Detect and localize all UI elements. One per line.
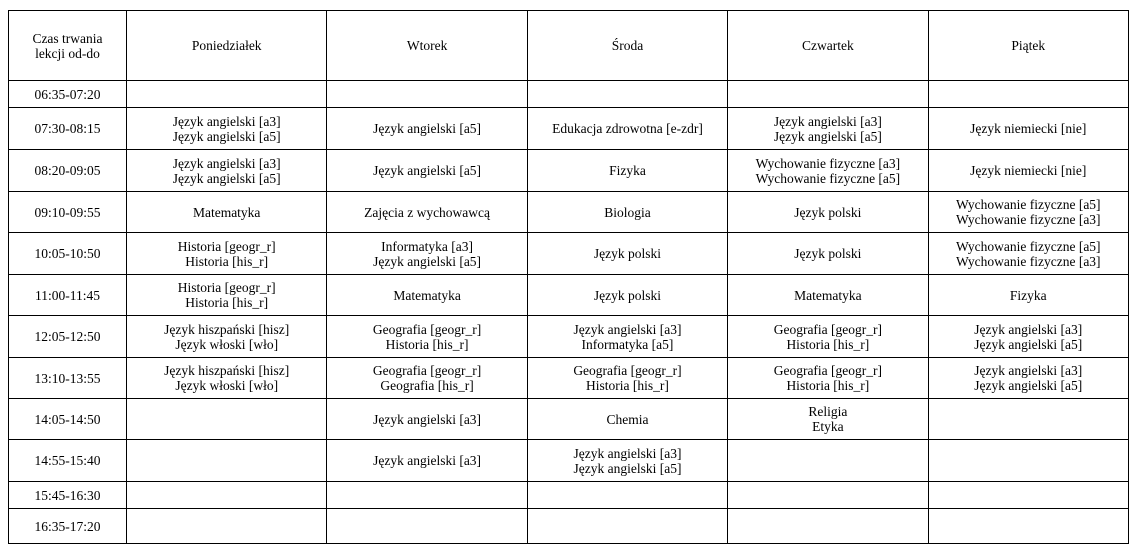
lesson-cell-tuesday (327, 150, 527, 192)
lesson-cell-thursday (728, 482, 928, 509)
lesson-entry: Historia [his_r] (385, 336, 469, 352)
lesson-time: 10:05-10:50 (9, 233, 127, 275)
lesson-entry: Język polski (794, 204, 862, 220)
lesson-entry: Matematyka (794, 287, 862, 303)
time-header-line: lekcji od-do (35, 45, 100, 61)
day-header-thursday: Czwartek (728, 11, 928, 81)
lesson-time: 14:55-15:40 (9, 440, 127, 482)
lesson-entry: Geografia [his_r] (380, 378, 474, 393)
lesson-cell-wednesday (527, 150, 727, 192)
day-header-monday: Poniedziałek (127, 11, 327, 81)
lesson-entry: Wychowanie fizyczne [a3] (955, 253, 1101, 269)
lesson-entry: Zajęcia z wychowawcą (364, 204, 491, 220)
lesson-cell-friday (928, 316, 1128, 358)
lesson-cell-tuesday (327, 482, 527, 509)
lesson-entry: Język angielski [a5] (773, 128, 882, 144)
lesson-entry: Język niemiecki [nie] (970, 121, 1087, 136)
lesson-row (9, 399, 1129, 440)
lesson-entry: Język angielski [a5] (172, 170, 281, 186)
lesson-cell-monday (127, 316, 327, 358)
lesson-entry: Geografia [geogr_r] (372, 321, 482, 337)
lesson-entry: Biologia (604, 204, 651, 220)
lesson-entry: Język angielski [a3] (974, 321, 1083, 337)
lesson-cell-wednesday (527, 233, 727, 275)
lesson-row (9, 509, 1129, 544)
lesson-row (9, 233, 1129, 275)
lesson-cell-wednesday (527, 81, 727, 108)
lesson-entry: Historia [his_r] (786, 378, 870, 393)
lesson-time: 07:30-08:15 (9, 108, 127, 150)
lesson-entry: Język angielski [a3] (773, 113, 882, 129)
lesson-cell-friday (928, 233, 1128, 275)
lesson-cell-tuesday (327, 509, 527, 544)
lesson-entry: Wychowanie fizyczne [a5] (955, 238, 1101, 254)
lesson-cell-monday (127, 440, 327, 482)
lesson-entry: Język polski (593, 287, 662, 303)
lesson-cell-monday (127, 399, 327, 440)
lesson-entry: Geografia [geogr_r] (573, 363, 682, 378)
day-header-wednesday: Środa (527, 11, 727, 81)
lesson-entry: Historia [his_r] (786, 336, 870, 352)
day-header-tuesday: Wtorek (327, 11, 527, 81)
header-row (9, 11, 1129, 81)
lesson-cell-monday (127, 275, 327, 316)
lesson-cell-thursday (728, 192, 928, 233)
lesson-row (9, 440, 1129, 482)
lesson-cell-wednesday (527, 509, 727, 544)
lesson-cell-monday (127, 358, 327, 399)
lesson-time: 12:05-12:50 (9, 316, 127, 358)
lesson-time: 08:20-09:05 (9, 150, 127, 192)
lesson-entry: Język polski (794, 246, 862, 261)
lesson-cell-thursday (728, 150, 928, 192)
day-header-friday: Piątek (928, 11, 1128, 81)
lesson-cell-thursday (728, 275, 928, 316)
lesson-entry: Geografia [geogr_r] (773, 363, 883, 378)
lesson-cell-thursday (728, 233, 928, 275)
lesson-entry: Język angielski [a3] (172, 113, 281, 129)
lesson-cell-monday (127, 509, 327, 544)
lesson-entry: Fizyka (1009, 287, 1047, 303)
lesson-cell-friday (928, 108, 1128, 150)
lesson-entry: Informatyka [a3] (381, 238, 473, 254)
lesson-cell-wednesday (527, 440, 727, 482)
lesson-cell-friday (928, 358, 1128, 399)
lesson-entry: Wychowanie fizyczne [a3] (955, 212, 1101, 227)
lesson-entry: Język polski (593, 246, 662, 261)
lesson-row (9, 192, 1129, 233)
lesson-entry: Wychowanie fizyczne [a5] (955, 197, 1101, 212)
lesson-cell-monday (127, 482, 327, 509)
lesson-entry: Historia [geogr_r] (177, 280, 276, 295)
lesson-cell-wednesday (527, 192, 727, 233)
lesson-cell-tuesday (327, 275, 527, 316)
lesson-entry: Język angielski [a3] (373, 411, 482, 427)
lesson-entry: Religia (808, 404, 848, 419)
lesson-time: 11:00-11:45 (9, 275, 127, 316)
lesson-time: 13:10-13:55 (9, 358, 127, 399)
lesson-entry: Matematyka (393, 287, 461, 303)
lesson-cell-friday (928, 150, 1128, 192)
lesson-cell-monday (127, 81, 327, 108)
lesson-entry: Język włoski [wło] (175, 378, 279, 393)
lesson-time: 16:35-17:20 (9, 509, 127, 544)
lesson-row (9, 316, 1129, 358)
lesson-time: 06:35-07:20 (9, 81, 127, 108)
lesson-cell-monday (127, 108, 327, 150)
lesson-entry: Język angielski [a3] (373, 453, 482, 468)
lesson-cell-thursday (728, 316, 928, 358)
lesson-cell-friday (928, 440, 1128, 482)
lesson-row (9, 108, 1129, 150)
lesson-row (9, 275, 1129, 316)
lesson-cell-thursday (728, 399, 928, 440)
lesson-cell-friday (928, 81, 1128, 108)
lesson-entry: Język angielski [a5] (573, 460, 682, 476)
lesson-cell-monday (127, 150, 327, 192)
time-header-line: Czas trwania (32, 30, 103, 46)
lesson-entry: Historia [his_r] (185, 253, 269, 269)
lesson-entry: Etyka (812, 419, 844, 434)
lesson-cell-monday (127, 192, 327, 233)
lesson-entry: Język angielski [a3] (172, 155, 281, 171)
lesson-cell-thursday (728, 81, 928, 108)
lesson-cell-wednesday (527, 358, 727, 399)
lesson-entry: Język angielski [a5] (172, 128, 281, 144)
lesson-row (9, 81, 1129, 108)
lesson-entry: Język angielski [a3] (974, 363, 1083, 378)
lesson-cell-friday (928, 275, 1128, 316)
lesson-cell-tuesday (327, 440, 527, 482)
lesson-time: 14:05-14:50 (9, 399, 127, 440)
timetable-body (9, 81, 1129, 544)
lesson-cell-wednesday (527, 399, 727, 440)
lesson-entry: Język angielski [a5] (974, 336, 1083, 352)
lesson-cell-wednesday (527, 316, 727, 358)
lesson-entry: Język niemiecki [nie] (970, 163, 1087, 178)
lesson-cell-friday (928, 192, 1128, 233)
lesson-entry: Język angielski [a5] (373, 253, 482, 269)
lesson-cell-friday (928, 509, 1128, 544)
lesson-entry: Historia [his_r] (185, 295, 269, 310)
lesson-entry: Język hiszpański [hisz] (164, 363, 290, 378)
lesson-entry: Fizyka (609, 163, 646, 178)
lesson-cell-thursday (728, 509, 928, 544)
lesson-entry: Historia [geogr_r] (177, 238, 276, 254)
lesson-cell-wednesday (527, 275, 727, 316)
timetable (8, 10, 1129, 544)
lesson-cell-thursday (728, 440, 928, 482)
lesson-entry: Język hiszpański [hisz] (164, 321, 290, 337)
lesson-entry: Geografia [geogr_r] (773, 321, 883, 337)
lesson-entry: Język angielski [a5] (373, 121, 482, 136)
lesson-cell-tuesday (327, 399, 527, 440)
lesson-entry: Język angielski [a3] (573, 321, 682, 337)
lesson-cell-tuesday (327, 316, 527, 358)
lesson-entry: Język angielski [a5] (373, 163, 482, 178)
lesson-time: 15:45-16:30 (9, 482, 127, 509)
lesson-entry: Wychowanie fizyczne [a3] (755, 155, 901, 171)
lesson-cell-tuesday (327, 81, 527, 108)
lesson-cell-wednesday (527, 108, 727, 150)
lesson-cell-tuesday (327, 108, 527, 150)
time-header (9, 11, 127, 81)
lesson-entry: Informatyka [a5] (581, 336, 674, 352)
lesson-entry: Edukacja zdrowotna [e-zdr] (552, 121, 703, 136)
lesson-time: 09:10-09:55 (9, 192, 127, 233)
lesson-cell-tuesday (327, 358, 527, 399)
lesson-cell-friday (928, 482, 1128, 509)
lesson-cell-tuesday (327, 192, 527, 233)
lesson-cell-friday (928, 399, 1128, 440)
lesson-entry: Chemia (606, 411, 649, 427)
lesson-cell-wednesday (527, 482, 727, 509)
lesson-entry: Język włoski [wło] (175, 336, 279, 352)
lesson-cell-monday (127, 233, 327, 275)
lesson-row (9, 150, 1129, 192)
lesson-cell-thursday (728, 108, 928, 150)
lesson-entry: Język angielski [a3] (573, 445, 682, 461)
lesson-entry: Język angielski [a5] (974, 378, 1083, 393)
lesson-entry: Historia [his_r] (586, 378, 669, 393)
lesson-row (9, 358, 1129, 399)
lesson-cell-thursday (728, 358, 928, 399)
lesson-entry: Matematyka (192, 204, 261, 220)
lesson-entry: Geografia [geogr_r] (372, 363, 482, 378)
lesson-row (9, 482, 1129, 509)
lesson-entry: Wychowanie fizyczne [a5] (755, 170, 901, 186)
lesson-cell-tuesday (327, 233, 527, 275)
